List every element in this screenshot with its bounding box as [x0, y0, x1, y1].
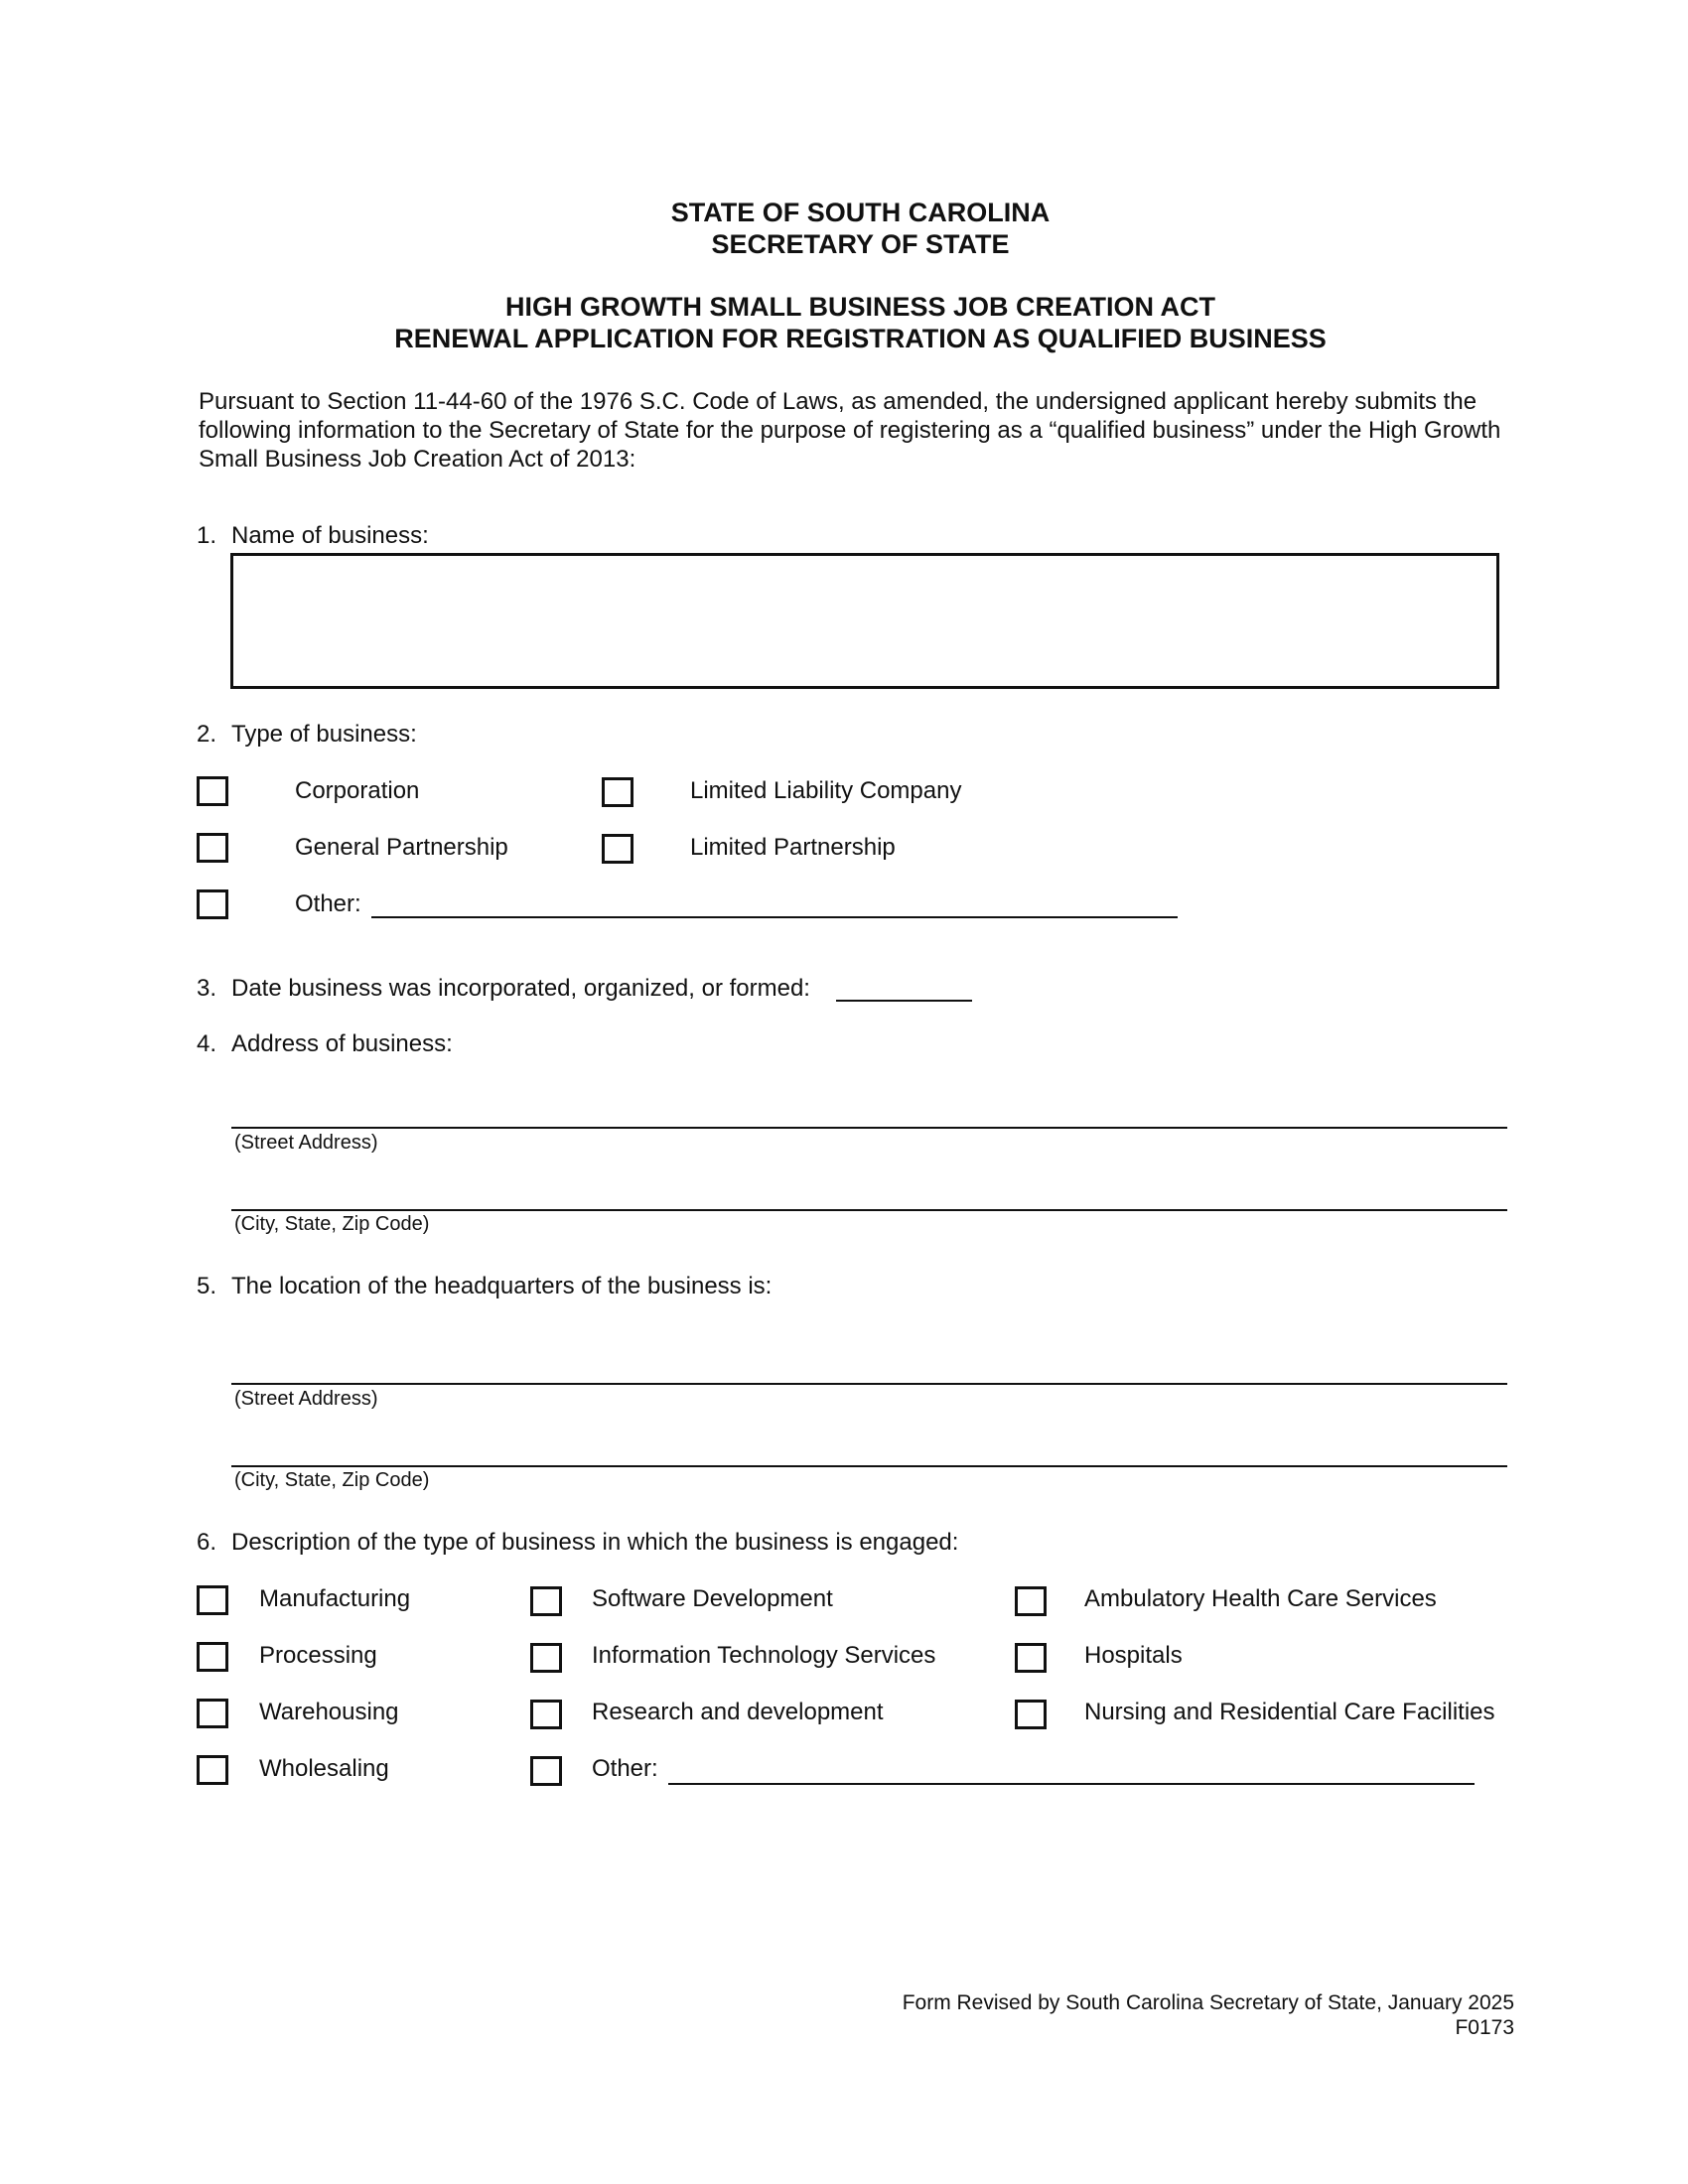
research-development-checkbox[interactable] [530, 1700, 562, 1729]
corporation-label: Corporation [295, 777, 420, 804]
q3-label: Date business was incorporated, organized, or formed: [231, 975, 810, 1002]
hq-street-caption: (Street Address) [234, 1388, 378, 1410]
header-act: HIGH GROWTH SMALL BUSINESS JOB CREATION ACT [504, 292, 1215, 322]
other-business-type-checkbox[interactable] [197, 889, 228, 919]
q4-number: 4. [197, 1030, 217, 1057]
business-city-state-zip-field[interactable] [231, 1209, 1507, 1211]
other-industry-field[interactable] [668, 1783, 1475, 1785]
hq-city-state-zip-field[interactable] [231, 1465, 1507, 1467]
q1-number: 1. [197, 522, 217, 549]
q4-label: Address of business: [231, 1030, 453, 1057]
hospitals-label: Hospitals [1084, 1642, 1183, 1669]
nursing-residential-care-checkbox[interactable] [1015, 1700, 1047, 1729]
q6-number: 6. [197, 1529, 217, 1556]
general-partnership-checkbox[interactable] [197, 833, 228, 863]
manufacturing-checkbox[interactable] [197, 1585, 228, 1615]
software-development-label: Software Development [592, 1585, 833, 1612]
q2-number: 2. [197, 721, 217, 748]
hospitals-checkbox[interactable] [1015, 1643, 1047, 1673]
corporation-checkbox[interactable] [197, 776, 228, 806]
footer-form-id: F0173 [1455, 2016, 1514, 2039]
q5-number: 5. [197, 1273, 217, 1299]
q3-number: 3. [197, 975, 217, 1002]
ambulatory-health-care-checkbox[interactable] [1015, 1586, 1047, 1616]
software-development-checkbox[interactable] [530, 1586, 562, 1616]
manufacturing-label: Manufacturing [259, 1585, 411, 1612]
processing-label: Processing [259, 1642, 377, 1669]
other-business-type-label: Other: [295, 890, 361, 917]
business-street-caption: (Street Address) [234, 1132, 378, 1154]
hq-street-address-field[interactable] [231, 1383, 1507, 1385]
q6-label: Description of the type of business in which the business is engaged: [231, 1529, 959, 1556]
other-industry-label: Other: [592, 1755, 658, 1782]
header-office: SECRETARY OF STATE [711, 229, 1010, 259]
formation-date-field[interactable] [836, 1000, 972, 1002]
header-application: RENEWAL APPLICATION FOR REGISTRATION AS QUALIFIED BUSINESS [394, 324, 1327, 353]
header-state: STATE OF SOUTH CAROLINA [670, 198, 1051, 227]
general-partnership-label: General Partnership [295, 834, 508, 861]
business-street-address-field[interactable] [231, 1127, 1507, 1129]
wholesaling-checkbox[interactable] [197, 1755, 228, 1785]
other-business-type-field[interactable] [371, 916, 1178, 918]
footer-revised: Form Revised by South Carolina Secretary of State, January 2025 [902, 1991, 1514, 2014]
wholesaling-label: Wholesaling [259, 1755, 389, 1782]
limited-partnership-label: Limited Partnership [690, 834, 896, 861]
other-industry-checkbox[interactable] [530, 1756, 562, 1786]
nursing-residential-care-label: Nursing and Residential Care Facilities [1084, 1699, 1495, 1725]
q5-label: The location of the headquarters of the business is: [231, 1273, 773, 1299]
q2-label: Type of business: [231, 721, 417, 748]
llc-label: Limited Liability Company [690, 777, 962, 804]
warehousing-label: Warehousing [259, 1699, 399, 1725]
it-services-label: Information Technology Services [592, 1642, 936, 1669]
limited-partnership-checkbox[interactable] [602, 834, 633, 864]
hq-city-caption: (City, State, Zip Code) [234, 1469, 430, 1491]
warehousing-checkbox[interactable] [197, 1699, 228, 1728]
intro-paragraph: Pursuant to Section 11-44-60 of the 1976 S.C. Code of Laws, as amended, the undersigned applicant hereby submits the following information to the Secretary of State for the purpose of registering as a “qualified business” under the High Growth Small Business Job Creation Act of 2013: [199, 388, 1501, 473]
processing-checkbox[interactable] [197, 1642, 228, 1672]
q1-label: Name of business: [231, 522, 429, 549]
business-city-caption: (City, State, Zip Code) [234, 1213, 430, 1235]
it-services-checkbox[interactable] [530, 1643, 562, 1673]
business-name-field[interactable] [230, 553, 1499, 689]
ambulatory-health-care-label: Ambulatory Health Care Services [1084, 1585, 1437, 1612]
research-development-label: Research and development [592, 1699, 884, 1725]
llc-checkbox[interactable] [602, 777, 633, 807]
